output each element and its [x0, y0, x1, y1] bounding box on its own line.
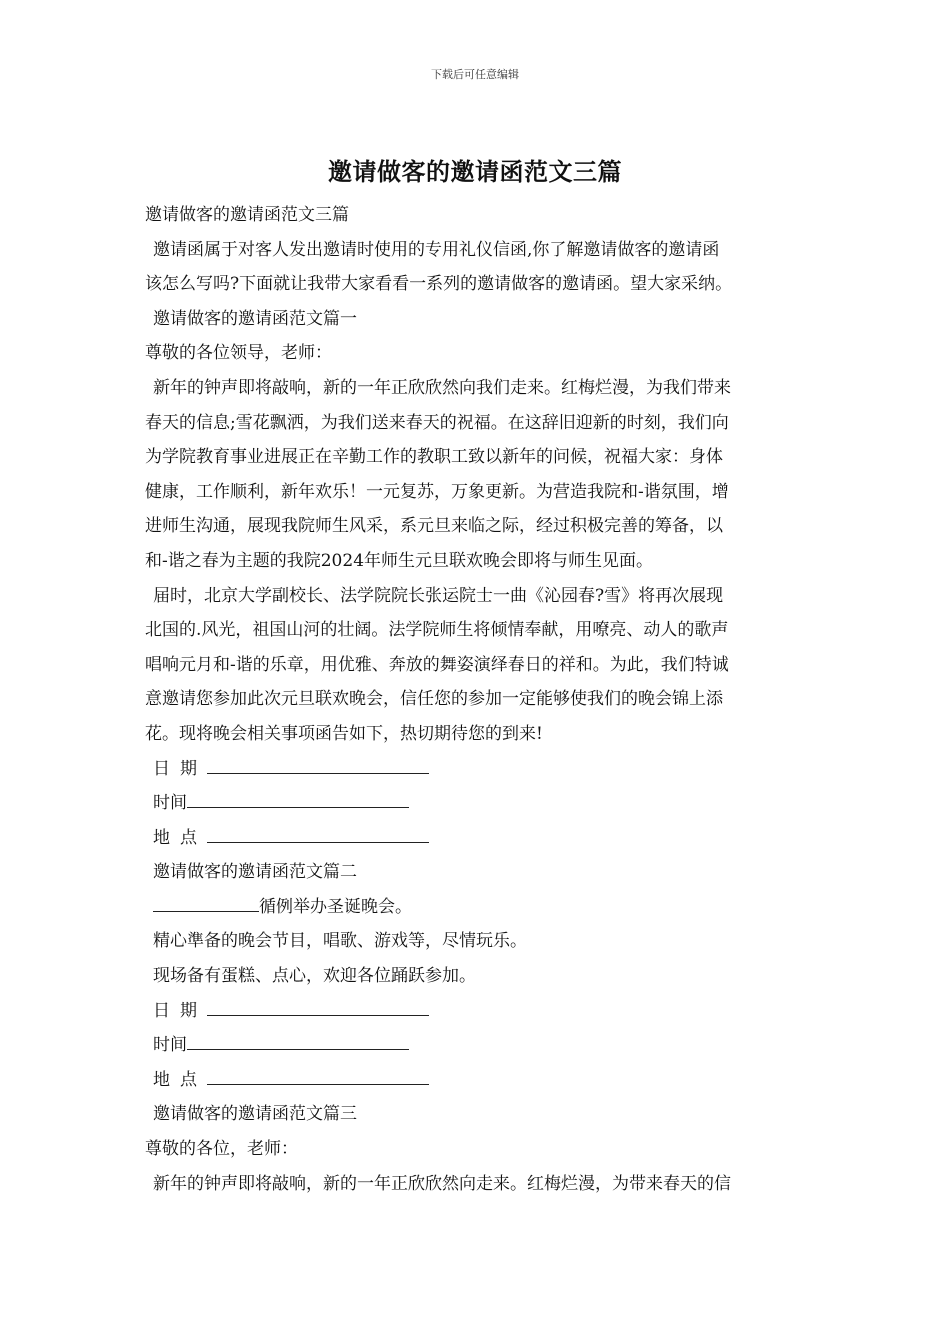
intro-line: 该怎么写吗?下面就让我带大家看看一系列的邀请做客的邀请函。望大家采纳。 — [145, 274, 733, 295]
section1-heading: 邀请做客的邀请函范文篇一 — [153, 308, 357, 329]
paragraph-line: 届时，北京大学副校长、法学院院长张运院士一曲《沁园春?雪》将再次展现 — [153, 585, 724, 606]
date-label: 日期 — [153, 758, 207, 779]
document-subtitle: 邀请做客的邀请函范文三篇 — [145, 205, 349, 225]
place-label: 地点 — [153, 827, 207, 848]
paragraph-line: 新年的钟声即将敲响，新的一年正欣欣然向我们走来。红梅烂漫，为我们带来 — [153, 377, 731, 398]
section1-place-line — [145, 821, 807, 856]
section1-salutation: 尊敬的各位领导，老师： — [145, 343, 332, 364]
section1-date-line — [145, 752, 807, 787]
section2-place-line — [145, 1063, 807, 1098]
paragraph-line: 健康，工作顺利，新年欢乐！一元复苏，万象更新。为营造我院和-谐氛围，增 — [145, 481, 729, 502]
paragraph-line: 唱响元月和-谐的乐章，用优雅、奔放的舞姿演绎春日的祥和。为此，我们特诚 — [145, 654, 729, 675]
section2-line-1 — [145, 890, 807, 925]
paragraph-line: 意邀请您参加此次元旦联欢晚会，信任您的参加一定能够使我们的晚会锦上添 — [145, 689, 723, 710]
section1-paragraph-2 — [145, 579, 807, 752]
paragraph-line: 春天的信息;雪花飘洒，为我们送来春天的祝福。在这辞旧迎新的时刻，我们向 — [145, 412, 729, 433]
document-body — [145, 198, 807, 1201]
section2-line-2: 精心準备的晚会节目，唱歌、游戏等，尽情玩乐。 — [153, 931, 527, 952]
section1-time-line — [145, 786, 807, 821]
date-label: 日期 — [153, 1000, 207, 1021]
header-note: 下载后可任意编辑 — [431, 68, 519, 81]
section1-paragraph-1 — [145, 371, 807, 579]
section3-heading: 邀请做客的邀请函范文篇三 — [153, 1104, 357, 1125]
organizer-blank — [153, 891, 259, 912]
paragraph-line: 为学院教育事业进展正在辛勤工作的教职工致以新年的问候，祝福大家：身体 — [145, 447, 723, 468]
place-blank — [207, 822, 429, 843]
section3-paragraph-start: 新年的钟声即将敲响，新的一年正欣欣然向走来。红梅烂漫，为带来春天的信 — [153, 1173, 731, 1194]
time-label: 时间 — [153, 1035, 187, 1056]
section2-date-line — [145, 994, 807, 1029]
place-blank — [207, 1064, 429, 1085]
time-blank — [187, 1029, 409, 1050]
section2-time-line — [145, 1028, 807, 1063]
date-blank — [207, 753, 429, 774]
place-label: 地点 — [153, 1069, 207, 1090]
date-blank — [207, 995, 429, 1016]
section2-line-1-text: 循例举办圣诞晚会。 — [259, 896, 412, 917]
intro-line: 邀请函属于对客人发出邀请时使用的专用礼仪信函,你了解邀请做客的邀请函 — [153, 239, 720, 260]
time-blank — [187, 787, 409, 808]
section2-heading: 邀请做客的邀请函范文篇二 — [153, 862, 357, 883]
section3-salutation: 尊敬的各位，老师： — [145, 1139, 298, 1160]
paragraph-line: 和-谐之春为主题的我院2024年师生元旦联欢晚会即将与师生见面。 — [145, 550, 654, 571]
section2-line-3: 现场备有蛋糕、点心，欢迎各位踊跃参加。 — [153, 966, 476, 987]
intro-paragraph — [145, 233, 807, 302]
time-label: 时间 — [153, 793, 187, 814]
paragraph-line: 北国的.风光，祖国山河的壮阔。法学院师生将倾情奉献，用嘹亮、动人的歌声 — [145, 620, 729, 641]
paragraph-line: 花。现将晚会相关事项函告如下，热切期待您的到来! — [145, 723, 543, 744]
document-title: 邀请做客的邀请函范文三篇 — [328, 157, 622, 186]
paragraph-line: 进师生沟通，展现我院师生风采，系元旦来临之际，经过积极完善的筹备，以 — [145, 516, 723, 537]
